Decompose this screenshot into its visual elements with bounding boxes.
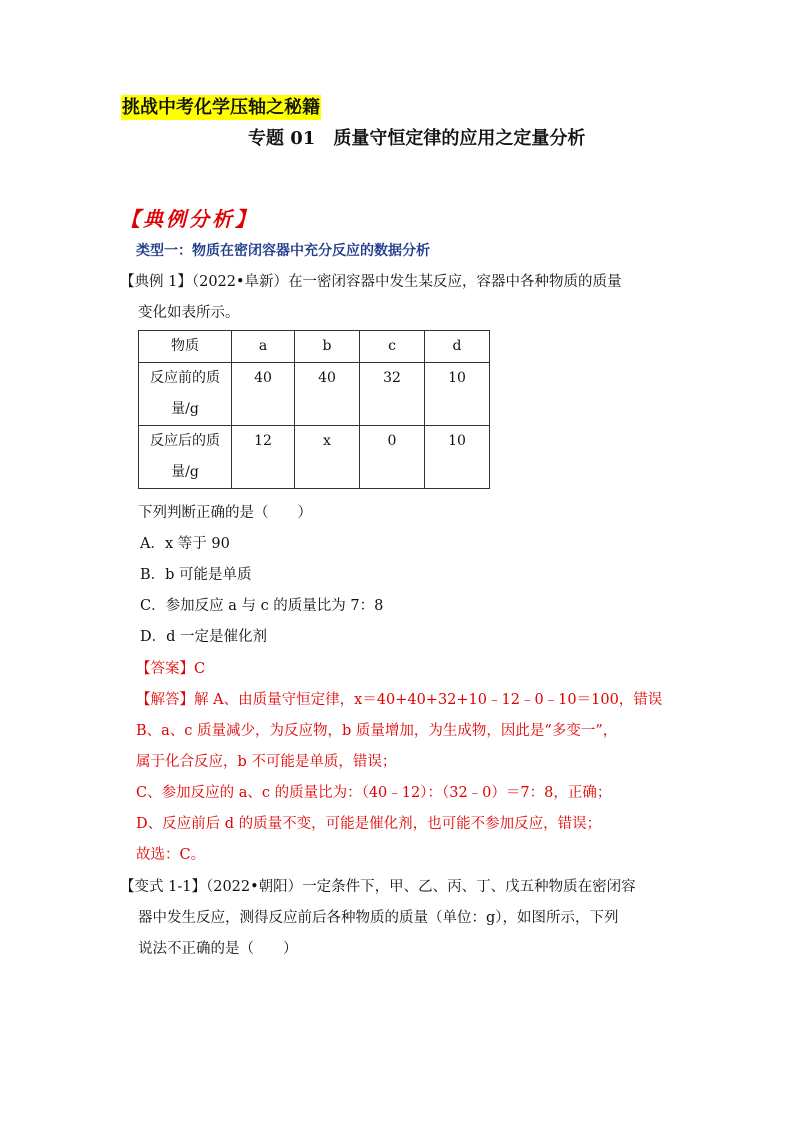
type-heading: 类型一：物质在密闭容器中充分反应的数据分析 (136, 243, 430, 259)
answer-label: 【答案】 (136, 661, 194, 677)
solution-line4: C、参加反应的 a、c 的质量比为：（40﹣12）：（32﹣0）＝7：8，正确； (136, 785, 612, 801)
solution-line3: 属于化合反应，b 不可能是单质，错误； (136, 754, 397, 770)
example-stem: 在一密闭容器中发生某反应，容器中各种物质的质量 (288, 274, 622, 290)
variant-line1: 【变式 1-1】（2022•朝阳）一定条件下，甲、乙、丙、丁、戊五种物质在密闭容 (120, 879, 636, 895)
solution-line1: 【解答】解 A、由质量守恒定律，x＝40+40+32+10﹣12﹣0﹣10＝100，错误 (136, 692, 663, 708)
table-header-row (139, 331, 490, 363)
answer-value: C (194, 661, 206, 677)
example-stem-line1 (120, 272, 622, 292)
table-row-label: 反应前的质 量/g (139, 363, 232, 426)
variant-line2: 器中发生反应，测得反应前后各种物质的质量（单位：g），如图所示，下列 (138, 910, 619, 926)
table-row (139, 426, 490, 489)
question-text: 下列判断正确的是（ ） (138, 505, 312, 521)
table-header-cell: b (295, 331, 360, 363)
topic-title: 专题 01 质量守恒定律的应用之定量分析 (248, 128, 586, 149)
option-c: C．参加反应 a 与 c 的质量比为 7：8 (140, 598, 384, 614)
solution-line5: D、反应前后 d 的质量不变，可能是催化剂，也可能不参加反应，错误； (136, 816, 602, 832)
table-row (139, 363, 490, 426)
solution-line2: B、a、c 质量减少，为反应物，b 质量增加，为生成物，因此是“多变一”， (136, 723, 618, 739)
variant-label: 【变式 1-1】 (120, 879, 206, 895)
table-cell: 0 (360, 426, 425, 489)
variant-line3: 说法不正确的是（ ） (138, 941, 298, 957)
table-header-cell: c (360, 331, 425, 363)
table-row-label: 反应后的质 量/g (139, 426, 232, 489)
table-cell: 12 (232, 426, 295, 489)
option-d: D．d 一定是催化剂 (140, 629, 268, 645)
solution-conclusion: 故选：C。 (136, 847, 206, 863)
option-a: A．x 等于 90 (140, 536, 230, 552)
table-header-cell: d (425, 331, 490, 363)
table-cell: 10 (425, 363, 490, 426)
answer (136, 659, 205, 679)
table-cell: 40 (232, 363, 295, 426)
example-source: （2022•阜新） (191, 274, 289, 290)
table-cell: 10 (425, 426, 490, 489)
section-title: 【典例分析】 (120, 207, 258, 231)
table-cell: 32 (360, 363, 425, 426)
table-header-cell: 物质 (139, 331, 232, 363)
solution-label: 【解答】 (136, 692, 194, 708)
table-cell: x (295, 426, 360, 489)
series-title: 挑战中考化学压轴之秘籍 (122, 97, 320, 118)
table-header-cell: a (232, 331, 295, 363)
table-cell: 40 (295, 363, 360, 426)
option-b: B．b 可能是单质 (140, 567, 252, 583)
example-label: 【典例 1】 (120, 274, 192, 290)
mass-table (138, 330, 490, 489)
variant-source: （2022•朝阳） (205, 879, 303, 895)
example-stem-line2: 变化如表所示。 (138, 305, 240, 321)
